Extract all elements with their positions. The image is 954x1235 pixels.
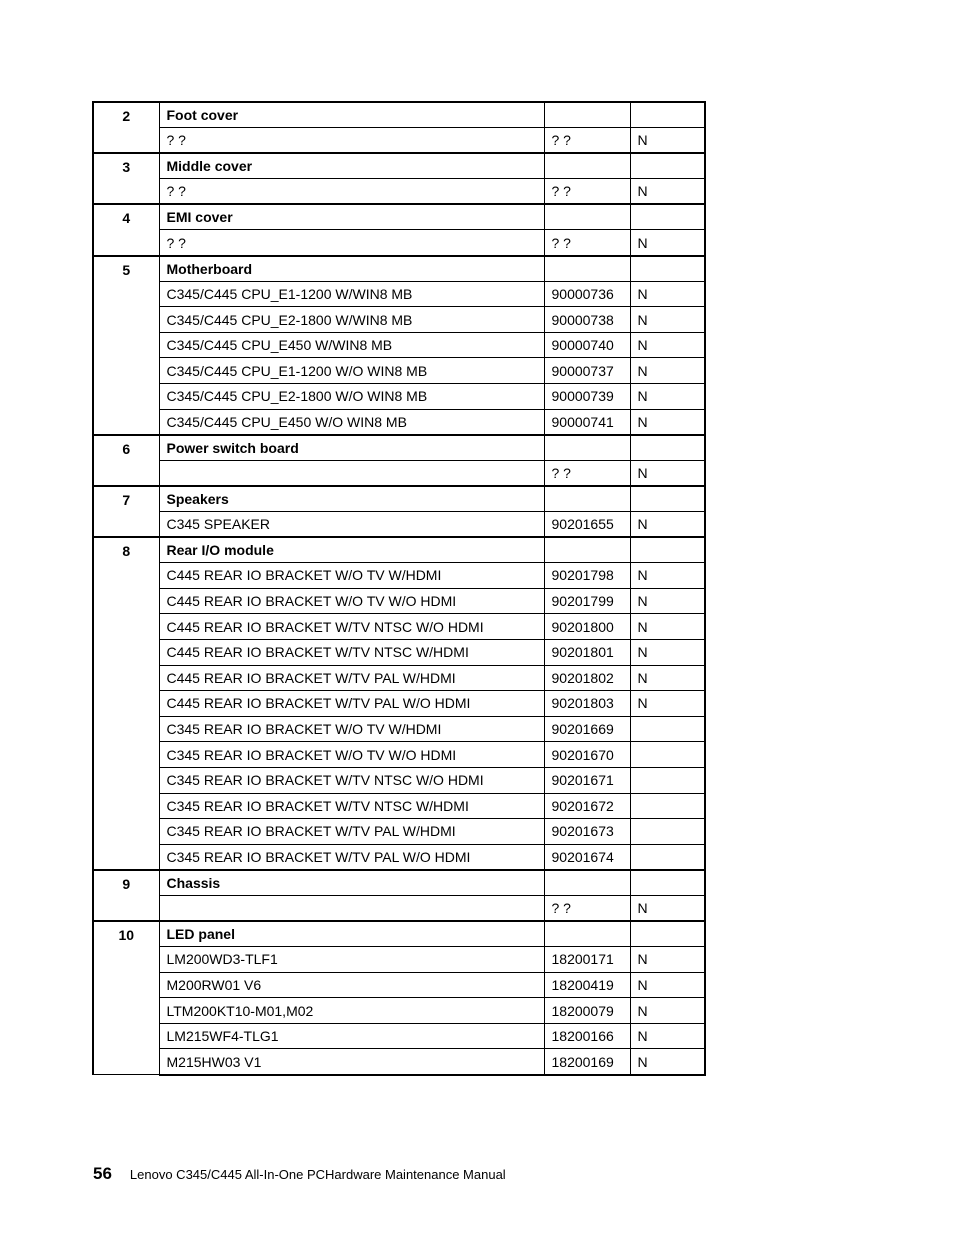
cru-flag: N (630, 512, 705, 538)
part-number: 90201673 (544, 819, 630, 845)
part-description: ? ? (159, 179, 544, 205)
part-description: C345/C445 CPU_E2-1800 W/WIN8 MB (159, 307, 544, 333)
group-title: LED panel (159, 921, 544, 947)
part-number: ? ? (544, 460, 630, 486)
part-description: LM200WD3-TLF1 (159, 947, 544, 973)
cru-flag: N (630, 691, 705, 717)
part-description: LTM200KT10-M01,M02 (159, 998, 544, 1024)
part-description: C445 REAR IO BRACKET W/TV NTSC W/HDMI (159, 639, 544, 665)
cru-flag: N (630, 895, 705, 921)
group-header-row (93, 870, 705, 896)
part-description: C345 REAR IO BRACKET W/O TV W/O HDMI (159, 742, 544, 768)
table-row (93, 1023, 705, 1049)
part-description: C345/C445 CPU_E1-1200 W/WIN8 MB (159, 281, 544, 307)
table-row (93, 358, 705, 384)
part-description: C345 REAR IO BRACKET W/TV PAL W/HDMI (159, 819, 544, 845)
empty-cell (544, 486, 630, 512)
cru-flag: N (630, 614, 705, 640)
page-footer (93, 1164, 506, 1184)
cru-flag: N (630, 384, 705, 410)
fru-group (93, 153, 705, 204)
part-number: 18200166 (544, 1023, 630, 1049)
empty-cell (544, 870, 630, 896)
cru-flag: N (630, 972, 705, 998)
part-description: C345 REAR IO BRACKET W/TV NTSC W/O HDMI (159, 767, 544, 793)
group-title: EMI cover (159, 204, 544, 230)
table-row (93, 793, 705, 819)
empty-cell (544, 435, 630, 461)
group-header-row (93, 256, 705, 282)
cru-flag: N (630, 409, 705, 435)
table-row (93, 691, 705, 717)
cru-flag: N (630, 588, 705, 614)
fru-group (93, 537, 705, 870)
part-description: C445 REAR IO BRACKET W/TV PAL W/O HDMI (159, 691, 544, 717)
part-description: C445 REAR IO BRACKET W/O TV W/O HDMI (159, 588, 544, 614)
part-number: 90000738 (544, 307, 630, 333)
group-title: Chassis (159, 870, 544, 896)
cru-flag: N (630, 460, 705, 486)
item-number: 9 (93, 870, 159, 921)
cru-flag: N (630, 230, 705, 256)
page-number: 56 (93, 1164, 112, 1183)
table-row (93, 844, 705, 870)
part-description: C445 REAR IO BRACKET W/TV NTSC W/O HDMI (159, 614, 544, 640)
part-number: 18200419 (544, 972, 630, 998)
fru-group (93, 256, 705, 435)
cru-flag: N (630, 563, 705, 589)
item-number: 8 (93, 537, 159, 870)
table-row (93, 716, 705, 742)
part-number: 90000740 (544, 332, 630, 358)
part-number: 90201672 (544, 793, 630, 819)
cru-flag: N (630, 1023, 705, 1049)
part-number: 90000739 (544, 384, 630, 410)
cru-flag: N (630, 639, 705, 665)
part-description: C345/C445 CPU_E450 W/O WIN8 MB (159, 409, 544, 435)
part-number: 90201802 (544, 665, 630, 691)
group-title: Motherboard (159, 256, 544, 282)
item-number: 4 (93, 204, 159, 255)
part-description: ? ? (159, 230, 544, 256)
cru-flag: N (630, 128, 705, 154)
cru-flag: N (630, 307, 705, 333)
empty-cell (544, 204, 630, 230)
part-description: M200RW01 V6 (159, 972, 544, 998)
part-number: ? ? (544, 128, 630, 154)
table-row (93, 563, 705, 589)
table-row (93, 179, 705, 205)
cru-flag: N (630, 332, 705, 358)
cru-flag (630, 819, 705, 845)
part-description (159, 460, 544, 486)
empty-cell (630, 256, 705, 282)
empty-cell (544, 153, 630, 179)
empty-cell (630, 921, 705, 947)
fru-group (93, 870, 705, 921)
empty-cell (544, 537, 630, 563)
table-row (93, 639, 705, 665)
empty-cell (544, 102, 630, 128)
group-title: Speakers (159, 486, 544, 512)
empty-cell (630, 435, 705, 461)
cru-flag (630, 767, 705, 793)
group-title: Foot cover (159, 102, 544, 128)
table-row (93, 1049, 705, 1075)
group-title: Power switch board (159, 435, 544, 461)
fru-group (93, 921, 705, 1075)
table-row (93, 947, 705, 973)
cru-flag: N (630, 358, 705, 384)
table-row (93, 230, 705, 256)
part-number: 90000737 (544, 358, 630, 384)
empty-cell (544, 256, 630, 282)
part-number: 90201799 (544, 588, 630, 614)
table-row (93, 307, 705, 333)
table-row (93, 409, 705, 435)
item-number: 7 (93, 486, 159, 537)
group-header-row (93, 435, 705, 461)
part-description: ? ? (159, 128, 544, 154)
cru-flag: N (630, 281, 705, 307)
part-description: C345 SPEAKER (159, 512, 544, 538)
part-number: 90201670 (544, 742, 630, 768)
table-row (93, 281, 705, 307)
fru-group (93, 204, 705, 255)
cru-flag: N (630, 998, 705, 1024)
group-header-row (93, 921, 705, 947)
fru-group (93, 102, 705, 153)
part-description: LM215WF4-TLG1 (159, 1023, 544, 1049)
part-description: C345 REAR IO BRACKET W/TV PAL W/O HDMI (159, 844, 544, 870)
part-number: ? ? (544, 230, 630, 256)
cru-flag: N (630, 179, 705, 205)
part-description: C345 REAR IO BRACKET W/TV NTSC W/HDMI (159, 793, 544, 819)
group-title: Middle cover (159, 153, 544, 179)
table-row (93, 614, 705, 640)
part-number: ? ? (544, 895, 630, 921)
fru-group (93, 486, 705, 537)
table-row (93, 819, 705, 845)
cru-flag: N (630, 1049, 705, 1075)
table-row (93, 512, 705, 538)
part-number: 90201655 (544, 512, 630, 538)
empty-cell (630, 204, 705, 230)
fru-group (93, 435, 705, 486)
fru-parts-table (92, 101, 706, 1076)
empty-cell (630, 153, 705, 179)
part-number: 90201800 (544, 614, 630, 640)
cru-flag (630, 793, 705, 819)
part-description (159, 895, 544, 921)
part-number: 90201669 (544, 716, 630, 742)
table-row (93, 998, 705, 1024)
empty-cell (630, 486, 705, 512)
cru-flag (630, 844, 705, 870)
table-row (93, 460, 705, 486)
empty-cell (630, 537, 705, 563)
part-description: C445 REAR IO BRACKET W/O TV W/HDMI (159, 563, 544, 589)
part-number: 18200171 (544, 947, 630, 973)
group-title: Rear I/O module (159, 537, 544, 563)
table-row (93, 332, 705, 358)
table-row (93, 384, 705, 410)
group-header-row (93, 486, 705, 512)
part-number: 90000741 (544, 409, 630, 435)
item-number: 3 (93, 153, 159, 204)
part-number: 18200169 (544, 1049, 630, 1075)
cru-flag: N (630, 947, 705, 973)
cru-flag (630, 742, 705, 768)
group-header-row (93, 102, 705, 128)
part-description: C345 REAR IO BRACKET W/O TV W/HDMI (159, 716, 544, 742)
part-number: ? ? (544, 179, 630, 205)
empty-cell (630, 102, 705, 128)
part-number: 90201798 (544, 563, 630, 589)
part-number: 90201803 (544, 691, 630, 717)
cru-flag: N (630, 665, 705, 691)
table-row (93, 972, 705, 998)
part-description: C445 REAR IO BRACKET W/TV PAL W/HDMI (159, 665, 544, 691)
part-number: 18200079 (544, 998, 630, 1024)
item-number: 5 (93, 256, 159, 435)
table-row (93, 742, 705, 768)
part-description: C345/C445 CPU_E1-1200 W/O WIN8 MB (159, 358, 544, 384)
part-number: 90201674 (544, 844, 630, 870)
group-header-row (93, 204, 705, 230)
table-row (93, 767, 705, 793)
empty-cell (630, 870, 705, 896)
group-header-row (93, 153, 705, 179)
part-number: 90201801 (544, 639, 630, 665)
part-description: C345/C445 CPU_E450 W/WIN8 MB (159, 332, 544, 358)
manual-title: Lenovo C345/C445 All-In-One PCHardware Maintenance Manual (129, 1167, 506, 1182)
item-number: 6 (93, 435, 159, 486)
part-description: C345/C445 CPU_E2-1800 W/O WIN8 MB (159, 384, 544, 410)
item-number: 2 (93, 102, 159, 153)
part-description: M215HW03 V1 (159, 1049, 544, 1075)
part-number: 90201671 (544, 767, 630, 793)
cru-flag (630, 716, 705, 742)
item-number: 10 (93, 921, 159, 1075)
empty-cell (544, 921, 630, 947)
table-row (93, 665, 705, 691)
table-row (93, 895, 705, 921)
table-row (93, 588, 705, 614)
group-header-row (93, 537, 705, 563)
table-row (93, 128, 705, 154)
part-number: 90000736 (544, 281, 630, 307)
